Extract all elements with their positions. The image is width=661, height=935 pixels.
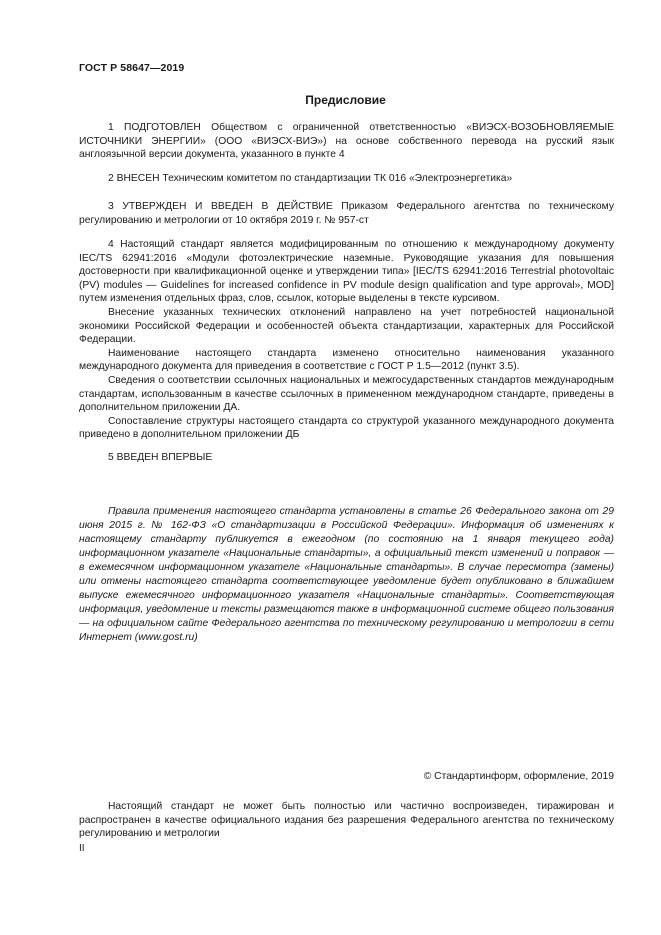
item-3 [79,200,614,227]
section-title [0,93,661,107]
item-3-text: 3 УТВЕРЖДЕН И ВВЕДЕН В ДЕЙСТВИЕ Приказом Федерального агентства по техническому регулированию и метрологии от 10 октября 2019 г. № 957-ст [79,201,614,226]
item-4-paragraph-4: Сведения о соответствии ссылочных национальных и межгосударственных стандартов международным стандартам, использованным в качестве ссылочных в примененном международном стандарте, приведены в дополнительном приложении ДА. [79,374,614,414]
item-2 [79,172,614,186]
item-1 [79,121,614,162]
page-number: II [79,843,85,854]
document-id-header: ГОСТ Р 58647—2019 [79,62,185,74]
item-4 [79,238,614,442]
rules-notice-text: Правила применения настоящего стандарта установлены в статье 26 Федерального закона от 29 июня 2015 г. № 162-ФЗ «О стандартизации в Российской Федерации». Информация об изменениях к настоящему стандарту публикуется в ежегодном (по состоянию на 1 января текущего года) информационном указателе «Национальные стандарты», а официальный текст изменений и поправок — в ежемесячном информационном указателе «Национальные стандарты». В случае пересмотра (замены) или отмены настоящего стандарта соответствующее уведомление будет опубликовано в ближайшем выпуске ежемесячного информационного указателя «Национальные стандарты». Соответствующая информация, уведомление и тексты размещаются также в информационной системе общего пользования — на официальном сайте Федерального агентства по техническому регулированию и метрологии в сети Интернет (www.gost.ru) [79,506,614,643]
reproduction-notice-text: Настоящий стандарт не может быть полностью или частично воспроизведен, тиражирован и распространен в качестве официального издания без разрешения Федерального агентства по техническому регулированию и метрологии [79,801,614,840]
item-4-paragraph-5: Сопоставление структуры настоящего стандарта со структурой указанного международного документа приведено в дополнительном приложении ДБ [79,415,614,441]
item-2-text: 2 ВНЕСЕН Техническим комитетом по стандартизации ТК 016 «Электроэнергетика» [108,173,513,184]
section-title-text: Предисловие [305,93,386,107]
rules-notice [79,505,614,645]
copyright-line: © Стандартинформ, оформление, 2019 [423,771,614,782]
item-4-paragraph-3: Наименование настоящего стандарта изменено относительно наименования указанного международного документа для приведения в соответствие с ГОСТ Р 1.5—2012 (пункт 3.5). [79,347,614,373]
item-5-text: 5 ВВЕДЕН ВПЕРВЫЕ [108,452,213,463]
item-1-text: 1 ПОДГОТОВЛЕН Обществом с ограниченной ответственностью «ВИЭСХ-ВОЗОБНОВЛЯЕМЫЕ ИСТОЧНИКИ ЭНЕРГИИ» (ООО «ВИЭСХ-ВИЭ») на основе собственного перевода на русский язык англоязычной версии документа, указанного в пункте 4 [79,122,614,161]
item-4-paragraph-1: 4 Настоящий стандарт является модифицированным по отношению к международному документу IEC/TS 62941:2016 «Модули фотоэлектрические наземные. Руководящие указания для повышения достоверности при квалификационной оценке и утверждении типа» [IEC/TS 62941:2016 Terrestrial photovoltaic (PV) modules — Guidelines for increased confidence in PV module design qualification and type approval», MOD] путем изменения отдельных фраз, слов, ссылок, которые выделены в тексте курсивом. [79,239,614,305]
item-4-paragraph-2: Внесение указанных технических отклонений направлено на учет потребностей национальной экономики Российской Федерации и особенностей объекта стандартизации, характерных для Российской Федерации. [79,306,614,346]
item-5 [79,451,614,465]
reproduction-notice [79,800,614,841]
